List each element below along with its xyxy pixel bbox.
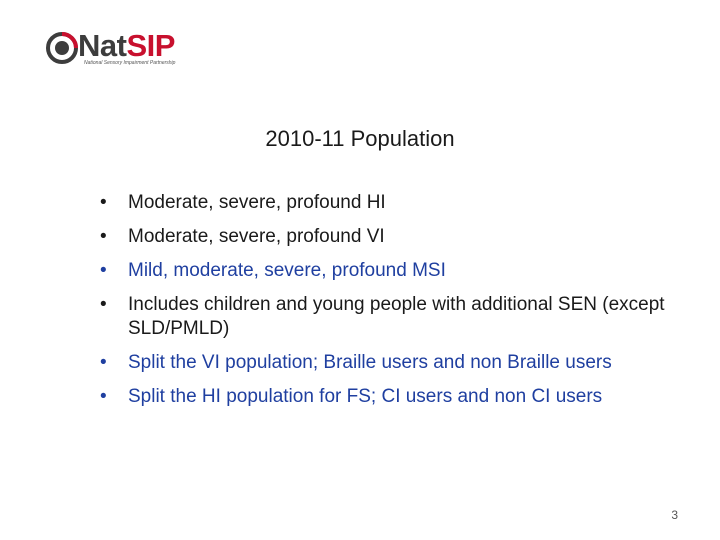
bullet-icon: • [100,226,107,247]
bullet-item [100,225,700,249]
bullet-icon: • [100,192,107,213]
bullet-list [100,191,700,419]
logo-word-sip: SIP [126,28,175,63]
natsip-logo-mark-icon [46,32,78,64]
bullet-icon: • [100,294,107,315]
slide-title: 2010-11 Population [265,126,455,151]
bullet-text: Moderate, severe, profound VI [128,226,385,247]
page-number: 3 [671,508,678,522]
bullet-item [100,293,700,341]
natsip-logo [46,30,176,72]
logo-wordmark [78,29,175,63]
bullet-text: Includes children and young people with additional SEN (except SLD/PMLD) [128,294,665,339]
logo-word-nat: Nat [78,28,127,63]
bullet-item [100,259,700,283]
bullet-icon: • [100,386,107,407]
bullet-text: Split the VI population; Braille users and non Braille users [128,352,612,373]
bullet-text: Split the HI population for FS; CI users and non CI users [128,386,603,407]
bullet-item [100,191,700,215]
bullet-icon: • [100,260,107,281]
bullet-text: Mild, moderate, severe, profound MSI [128,260,446,281]
bullet-item [100,385,700,409]
bullet-text: Moderate, severe, profound HI [128,192,386,213]
bullet-item [100,351,700,375]
logo-tagline: National Sensory Impairment Partnership [84,60,176,66]
bullet-icon: • [100,352,107,373]
